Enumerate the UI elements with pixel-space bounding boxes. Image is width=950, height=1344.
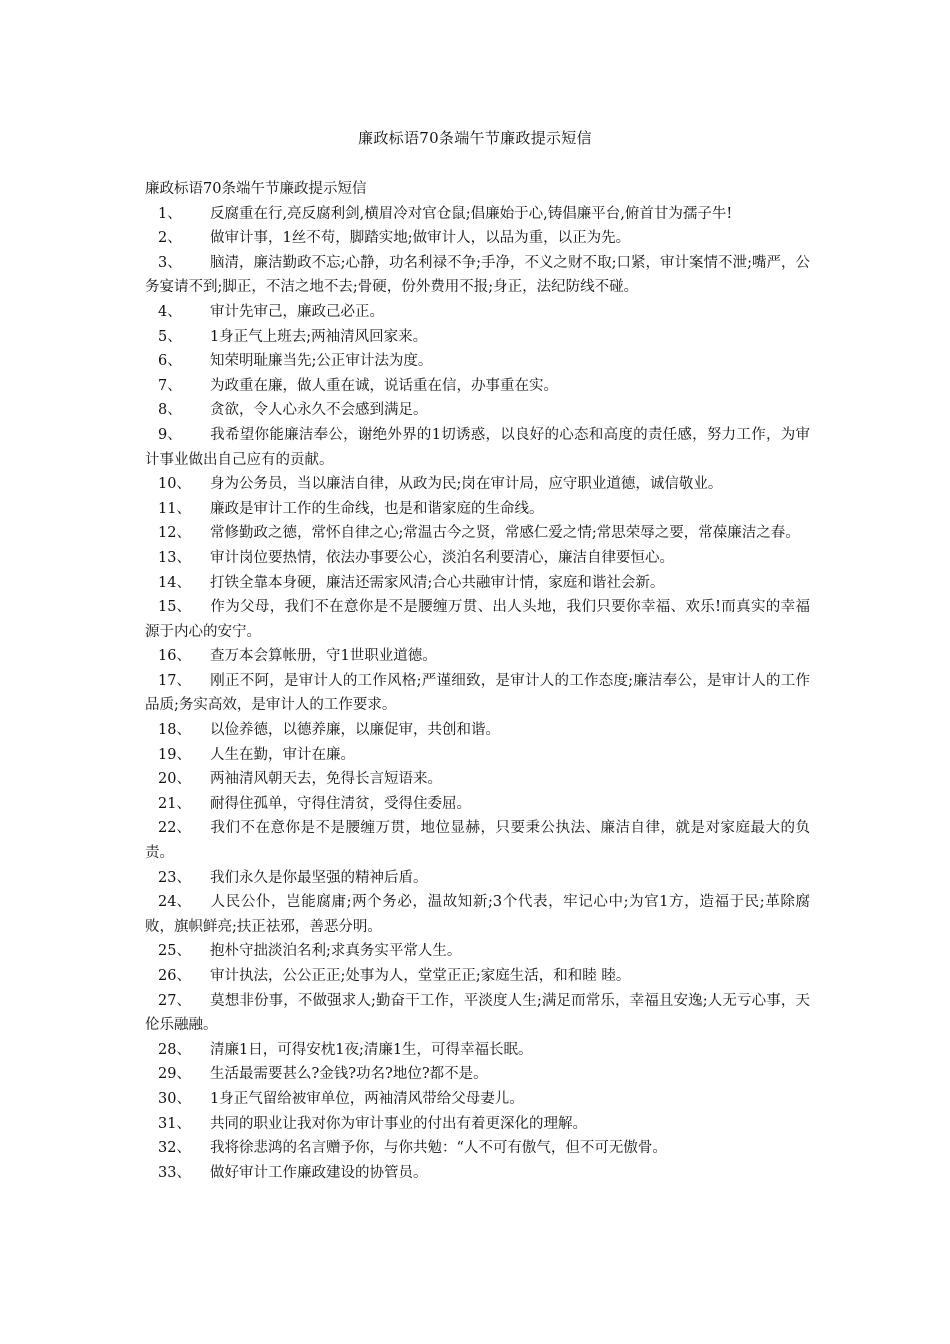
list-item: [145, 1062, 810, 1087]
list-item-number: 11、: [158, 500, 191, 517]
list-item: [145, 497, 810, 522]
list-item: [145, 546, 810, 571]
list-item: [145, 1038, 810, 1063]
list-item-text: 莫想非份事，不做强求人;勤奋干工作，平淡度人生;满足而常乐，幸福且安逸;人无亏心事，天伦乐融融。: [145, 992, 810, 1034]
list-item-text: 审计先审己，廉政己必正。: [210, 303, 384, 320]
list-item-number: 33、: [158, 1164, 191, 1181]
list-item: [145, 226, 810, 251]
list-item: [145, 300, 810, 325]
list-item: [145, 767, 810, 792]
list-item: [145, 866, 810, 891]
list-item: [145, 374, 810, 399]
list-item: [145, 1087, 810, 1112]
list-item-number: 14、: [158, 574, 191, 591]
list-item-text: 清廉1日，可得安枕1夜;清廉1生，可得幸福长眠。: [210, 1041, 533, 1058]
list-item-number: 4、: [158, 303, 182, 320]
list-item: [145, 251, 810, 300]
list-item-number: 10、: [158, 476, 191, 493]
list-item: [145, 669, 810, 718]
list-item: [145, 743, 810, 768]
document-title: 廉政标语70条端午节廉政提示短信: [358, 129, 592, 147]
list-item-number: 31、: [158, 1115, 191, 1132]
list-item: [145, 1136, 810, 1161]
list-item: [145, 571, 810, 596]
list-item-text: 查万本会算帐册，守1世职业道德。: [210, 648, 437, 665]
list-item: [145, 792, 810, 817]
list-item-text: 知荣明耻廉当先;公正审计法为度。: [210, 353, 433, 370]
list-item-text: 我希望你能廉洁奉公，谢绝外界的1切诱惑，以良好的心态和高度的责任感，努力工作，为审计事业做出自己应有的贡献。: [145, 426, 810, 468]
list-item-number: 28、: [158, 1041, 191, 1058]
list-item-number: 15、: [158, 599, 191, 616]
list-item: [145, 423, 810, 472]
list-item-number: 12、: [158, 525, 191, 542]
list-item-number: 22、: [158, 820, 191, 837]
list-item-number: 23、: [158, 869, 191, 886]
list-item-text: 抱朴守拙淡泊名利;求真务实平常人生。: [210, 943, 462, 960]
slogan-list: [145, 202, 810, 1186]
list-item-number: 17、: [158, 672, 191, 689]
list-item-text: 生活最需要甚么?金钱?功名?地位?都不是。: [210, 1066, 488, 1083]
list-item-number: 27、: [158, 992, 191, 1009]
list-item-text: 人生在勤，审计在廉。: [210, 746, 355, 763]
document-subtitle: 廉政标语70条端午节廉政提示短信: [145, 181, 367, 197]
list-item-text: 为政重在廉，做人重在诚，说话重在信，办事重在实。: [210, 377, 558, 394]
list-item: [145, 939, 810, 964]
list-item-text: 作为父母，我们不在意你是不是腰缠万贯、出人头地，我们只要你幸福、欢乐!而真实的幸福源于内心的安宁。: [145, 599, 810, 640]
list-item-text: 以俭养德，以德养廉，以廉促审，共创和谐。: [210, 722, 500, 739]
list-item-text: 我们不在意你是不是腰缠万贯，地位显赫，只要秉公执法、廉洁自律，就是对家庭最大的负责。: [145, 820, 810, 862]
list-item: [145, 202, 810, 227]
list-item-number: 16、: [158, 648, 191, 665]
list-item: [145, 1161, 810, 1186]
list-item-text: 打铁全靠本身硬，廉洁还需家风清;合心共融审计情，家庭和谐社会新。: [210, 574, 665, 591]
list-item-text: 两袖清风朝天去，免得长言短语来。: [210, 771, 442, 788]
list-item: [145, 349, 810, 374]
list-item: [145, 718, 810, 743]
list-item: [145, 325, 810, 350]
list-item-text: 审计执法，公公正正;处事为人，堂堂正正;家庭生活，和和睦 睦。: [210, 968, 631, 984]
list-item-number: 9、: [158, 426, 182, 443]
list-item-number: 1、: [158, 205, 182, 222]
list-item-text: 人民公仆，岂能腐庸;两个务必，温故知新;3个代表，牢记心中;为官1方，造福于民;革除腐败，旗帜鲜亮;扶正祛邪，善恶分明。: [145, 894, 810, 935]
list-item-number: 6、: [158, 353, 182, 370]
list-item-number: 19、: [158, 746, 191, 763]
list-item-number: 32、: [158, 1140, 191, 1157]
list-item-text: 刚正不阿，是审计人的工作风格;严谨细致，是审计人的工作态度;廉洁奉公，是审计人的工作品质;务实高效，是审计人的工作要求。: [145, 672, 810, 714]
document-body: [145, 177, 810, 1185]
list-item-number: 24、: [158, 894, 191, 911]
list-item-text: 我们永久是你最坚强的精神后盾。: [210, 869, 428, 886]
list-item: [145, 398, 810, 423]
list-item-text: 1身正气上班去;两袖清风回家来。: [210, 328, 428, 345]
list-item-text: 共同的职业让我对你为审计事业的付出有着更深化的理解。: [210, 1115, 587, 1132]
list-item-text: 常修勤政之德，常怀自律之心;常温古今之贤，常感仁爱之情;常思荣辱之要，常葆廉洁之春。: [210, 525, 800, 542]
list-item-number: 30、: [158, 1090, 191, 1107]
list-item: [145, 989, 810, 1038]
list-item-text: 我将徐悲鸿的名言赠予你，与你共勉：“人不可有傲气，但不可无傲骨。: [210, 1140, 667, 1157]
list-item-number: 3、: [158, 254, 182, 271]
list-item: [145, 1112, 810, 1137]
list-item-text: 做审计事，1丝不苟，脚踏实地;做审计人，以品为重，以正为先。: [210, 230, 631, 247]
list-item-number: 26、: [158, 968, 191, 984]
list-item-number: 8、: [158, 402, 182, 419]
list-item-number: 13、: [158, 549, 191, 566]
list-item: [145, 595, 810, 644]
list-item: [145, 890, 810, 939]
list-item-text: 廉政是审计工作的生命线，也是和谐家庭的生命线。: [210, 500, 544, 517]
list-item-text: 贪欲，令人心永久不会感到满足。: [210, 402, 428, 419]
list-item-text: 审计岗位要热情，依法办事要公心，淡泊名利要清心，廉洁自律要恒心。: [210, 549, 674, 566]
list-item: [145, 472, 810, 497]
list-item-number: 7、: [158, 377, 182, 394]
list-item-text: 耐得住孤单，守得住清贫，受得住委屈。: [210, 795, 471, 812]
list-item: [145, 644, 810, 669]
list-item-text: 反腐重在行,亮反腐利剑,横眉冷对官仓鼠;倡廉始于心,铸倡廉平台,俯首甘为孺子牛!: [210, 205, 733, 222]
list-item-text: 做好审计工作廉政建设的协管员。: [210, 1164, 428, 1181]
list-item-text: 脑清，廉洁勤政不忘;心静，功名利禄不争;手净，不义之财不取;口紧，审计案情不泄;嘴严，公务宴请不到;脚正，不洁之地不去;骨硬，份外费用不报;身正，法纪防线不碰。: [145, 254, 810, 296]
list-item-text: 身为公务员，当以廉洁自律，从政为民;岗在审计局，应守职业道德，诚信敬业。: [210, 476, 723, 493]
list-item-number: 25、: [158, 943, 191, 960]
list-item-number: 5、: [158, 328, 182, 345]
list-item: [145, 964, 810, 989]
list-item-text: 1身正气留给被审单位，两袖清风带给父母妻儿。: [210, 1090, 524, 1107]
list-item-number: 29、: [158, 1066, 191, 1083]
list-item-number: 20、: [158, 771, 191, 788]
list-item-number: 18、: [158, 722, 191, 739]
list-item-number: 2、: [158, 230, 182, 247]
list-item: [145, 521, 810, 546]
list-item-number: 21、: [158, 795, 191, 812]
list-item: [145, 816, 810, 865]
